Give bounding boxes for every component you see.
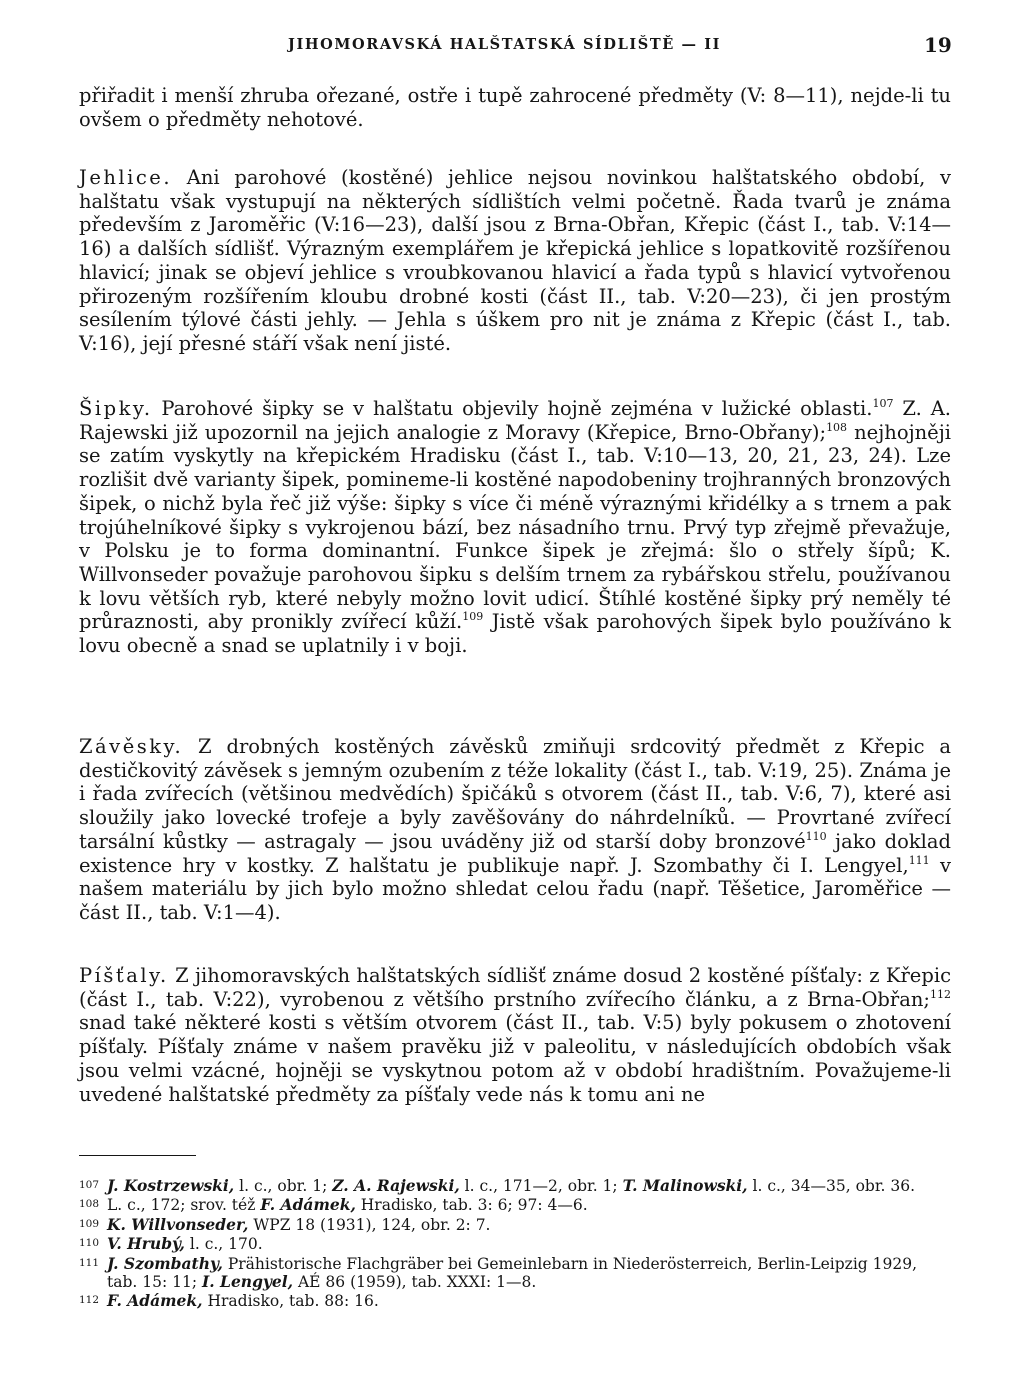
footnote-author: T. Malinowski,	[622, 1176, 748, 1195]
paragraph-intro	[79, 84, 951, 131]
page-number: 19	[924, 33, 952, 57]
footnote-number: 112	[79, 1294, 100, 1307]
footnote-ref-107[interactable]: 107	[872, 397, 894, 410]
paragraph-text: Z jihomoravských halštatských sídlišť známe dosud 2 kostěné píšťaly: z Křepic (část I., tab. V:22), vyrobenou z většího prstního zvířecího článku, a z Brna-Obřan;	[79, 964, 951, 1011]
footnote-108	[79, 1196, 951, 1214]
footnote-text: AÉ 86 (1959), tab. XXXI: 1—8.	[293, 1272, 537, 1291]
footnote-112	[79, 1292, 951, 1310]
footnote-ref-112[interactable]: 112	[930, 987, 951, 1001]
footnote-author: F. Adámek,	[107, 1291, 203, 1311]
footnote-author: Z. A. Rajewski,	[332, 1176, 460, 1195]
section-heading-sipky: Šipky.	[79, 397, 153, 420]
paragraph-text: Jistě však parohových šipek bylo používáno k lovu obecně a snad se uplatnily i v boji.	[79, 610, 951, 658]
footnote-author: F. Adámek,	[260, 1195, 356, 1215]
running-title: JIHOMORAVSKÁ HALŠTATSKÁ SÍDLIŠTĚ — II	[288, 36, 722, 53]
footnote-ref-108[interactable]: 108	[826, 420, 848, 434]
paragraph-text: Parohové šipky se v halštatu objevily hojně zejména v lužické oblasti.	[152, 397, 873, 420]
footnote-107	[79, 1177, 951, 1195]
section-heading-jehlice: Jehlice.	[79, 166, 173, 189]
footnote-text: Hradisko, tab. 88: 16.	[202, 1292, 379, 1311]
footnote-text: l. c., 34—35, obr. 36.	[747, 1177, 916, 1195]
paragraph-text: Ani parohové (kostěné) jehlice nejsou novinkou halštatského období, v halštatu však vystupují na některých sídlištích velmi početně. Řada tvarů je známa především z Jaroměřic (V:16—23), další jsou z Brna-Obřan, Křepic (část I., tab. V:14—16) a dalších sídlišť. Výrazným exemplářem je křepická jehlice s lopatkovitě rozšířenou hlavicí; jinak se objeví jehlice s vroubkovanou hlavicí a řada typů s hlavicí vytvořenou přirozeným rozšířením kloubu drobné kosti (část II., tab. V:20—23), či jen prostým sesílením týlové části jehly. — Jehla s úškem pro nit je známa z Křepic (část I., tab. V:16), její přesné stáří však není jisté.	[79, 166, 951, 355]
footnote-number: 107	[79, 1179, 100, 1191]
paragraph-zavesky	[79, 735, 951, 925]
footnote-text: WPZ 18 (1931), 124, obr. 2: 7.	[248, 1215, 491, 1234]
paragraph-text: jako doklad existence hry v kostky. Z halštatu je publikuje např. J. Szombathy či I. Lengyel,	[79, 829, 951, 877]
paragraph-text: v našem materiálu by jich bylo možno shledat celou řadu (např. Těšetice, Jaroměřice — část II., tab. V:1—4).	[79, 853, 952, 924]
paragraph-text: snad také některé kosti s větším otvorem (část II., tab. V:5) byly pokusem o zhotovení píšťaly. Píšťaly známe v našem pravěku již v paleolitu, v následujících obdobích však jsou velmi vzácné, hojněji se vyskytnou potom až v období hradištním. Považujeme-li uvedené halštatské předměty za píšťaly vede nás k tomu ani ne	[79, 1011, 951, 1106]
footnote-109	[79, 1216, 951, 1234]
footnote-list	[79, 1177, 951, 1312]
footnote-author: I. Lengyel,	[202, 1271, 294, 1291]
footnote-text: Prähistorische Flachgräber bei Gemeinlebarn in Niederösterreich, Berlin-Leipzig 1929, tab. 15: 11;	[107, 1254, 918, 1291]
page-header	[0, 33, 1024, 57]
footnote-110	[79, 1235, 951, 1253]
paragraph-jehlice	[79, 166, 951, 356]
section-heading-pistaly: Píšťaly.	[79, 964, 169, 987]
footnote-author: K. Willvonseder,	[107, 1214, 249, 1234]
footnote-author: J. Kostrzewski,	[107, 1176, 235, 1195]
footnote-text: l. c., 171—2, obr. 1;	[459, 1177, 623, 1195]
footnote-number: 110	[79, 1237, 100, 1250]
footnote-author: J. Szombathy,	[107, 1253, 223, 1273]
footnote-ref-110[interactable]: 110	[805, 829, 827, 843]
footnote-111	[79, 1255, 951, 1291]
paragraph-text: Z drobných kostěných závěsků zmiňuji srdcovitý předmět z Křepic a destičkovitý závěsek s jemným ozubením z téže lokality (část I., tab. V:19, 25). Známa je i řada zvířecích (většinou medvědích) špičáků s otvorem (část II., tab. V:6, 7), které asi sloužily jako lovecké trofeje a byly zavěšovány do náhrdelníků. — Provrtané zvířecí tarsální kůstky — astragaly — jsou uváděny již od starší doby bronzové	[79, 735, 951, 853]
footnote-divider	[79, 1155, 196, 1156]
section-heading-zavesky: Závěsky.	[79, 735, 184, 758]
footnote-ref-109[interactable]: 109	[462, 610, 484, 624]
footnote-text: l. c., obr. 1;	[234, 1177, 333, 1195]
footnote-text: Hradisko, tab. 3: 6; 97: 4—6.	[355, 1196, 588, 1215]
footnote-text: l. c., 170.	[184, 1235, 263, 1254]
footnote-ref-111[interactable]: 111	[908, 853, 930, 867]
paragraph-text: přiřadit i menší zhruba ořezané, ostře i tupě zahrocené předměty (V: 8—11), nejde-li tu ovšem o předměty nehotové.	[79, 84, 951, 131]
paragraph-text: nejhojněji se zatím vyskytly na křepickém Hradisku (část I., tab. V:10—13, 20, 21, 23, 24). Lze rozlišit dvě varianty šipek, pomineme-li kostěné napodobeniny trojhranných bronzových šipek, o nichž byla řeč již výše: šipky s více či méně výraznými křidélky a s trnem a pak trojúhelníkové šipky s vykrojenou bází, bez násadního trnu. Prvý typ zřejmě převažuje, v Polsku je to forma dominantní. Funkce šipek je zřejmá: šlo o střely šípů; K. Willvonseder považuje parohovou šipku s delším trnem za rybářskou střelu, používanou k lovu větších ryb, které nebyly možno lovit udicí. Štíhlé kostěné šipky prý neměly té průraznosti, aby pronikly zvířecí kůží.	[79, 420, 951, 634]
footnote-text: L. c., 172; srov. též	[107, 1196, 261, 1215]
paragraph-sipky	[79, 397, 951, 658]
footnote-number: 111	[79, 1256, 100, 1269]
footnote-author: V. Hrubý,	[107, 1234, 185, 1254]
paragraph-pistaly	[79, 964, 951, 1106]
paragraph-text: Z. A. Rajewski již upozornil na jejich analogie z Moravy (Křepice, Brno-Obřany);	[79, 397, 951, 444]
footnote-number: 109	[79, 1217, 100, 1230]
footnote-number: 108	[79, 1198, 100, 1211]
